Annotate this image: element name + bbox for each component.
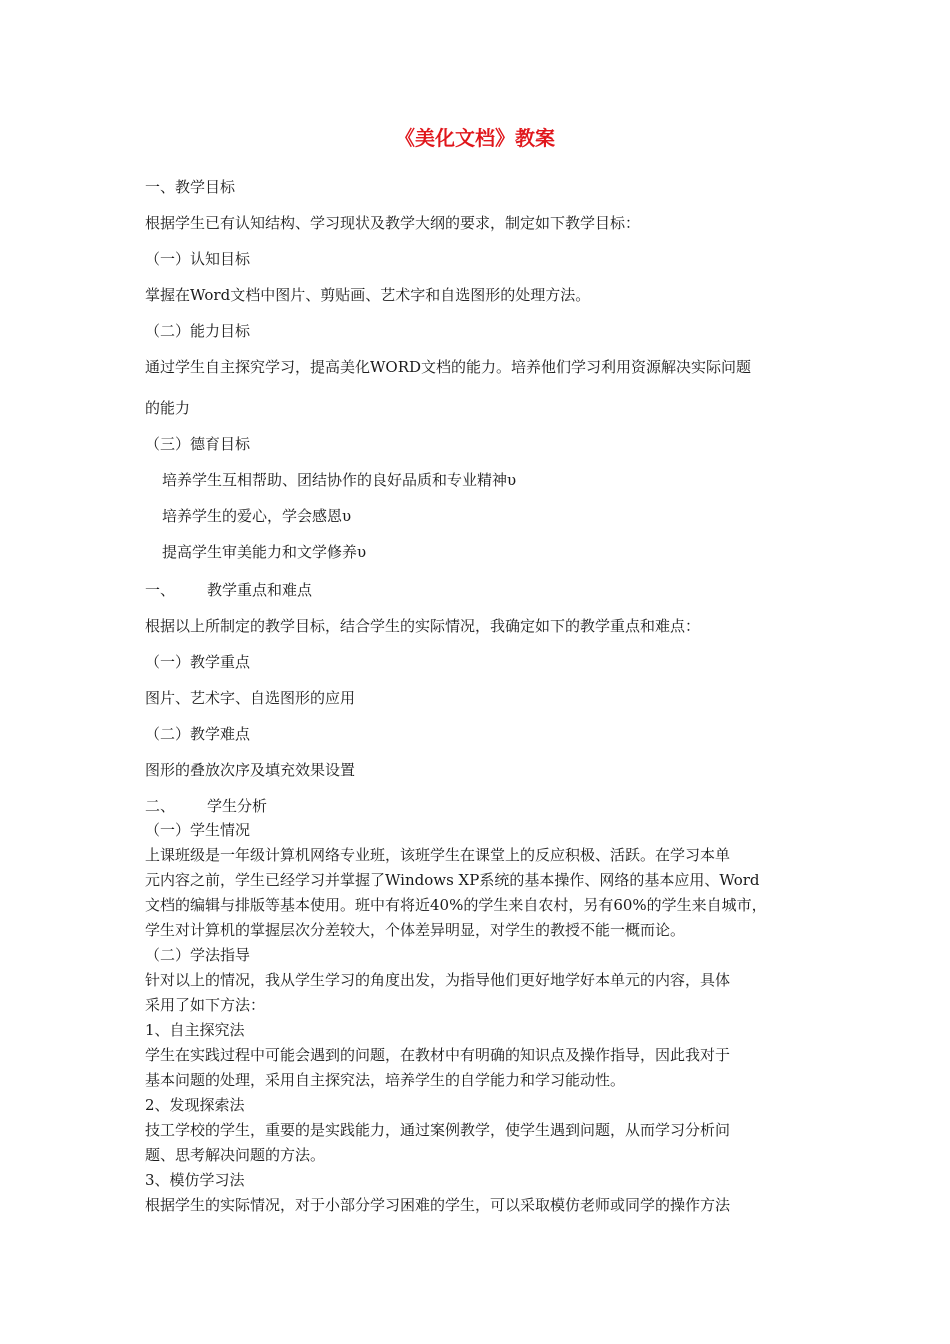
section-heading-objectives: 一、教学目标 <box>145 178 236 196</box>
subheading-moral: （三）德育目标 <box>145 435 251 453</box>
subheading-student-situation: （一）学生情况 <box>145 821 251 839</box>
method-3-line: 根据学生的实际情况，对于小部分学习困难的学生，可以采取模仿老师或同学的操作方法 <box>145 1196 731 1214</box>
section-number: 二、 <box>145 797 176 815</box>
moral-item: 培养学生互相帮助、团结协作的良好品质和专业精神υ <box>162 471 517 489</box>
subheading-cognitive: （一）认知目标 <box>145 250 251 268</box>
student-situation-line: 文档的编辑与排版等基本使用。班中有将近40%的学生来自农村，另有60%的学生来自城市， <box>145 896 767 914</box>
method-1-line: 基本问题的处理，采用自主探究法，培养学生的自学能力和学习能动性。 <box>145 1071 626 1089</box>
student-situation-line: 上课班级是一年级计算机网络专业班，该班学生在课堂上的反应积极、活跃。在学习本单 <box>145 846 731 864</box>
objectives-intro: 根据学生已有认知结构、学习现状及教学大纲的要求，制定如下教学目标： <box>145 214 641 232</box>
subheading-ability: （二）能力目标 <box>145 322 251 340</box>
key-points-intro: 根据以上所制定的教学目标，结合学生的实际情况，我确定如下的教学重点和难点： <box>145 617 701 635</box>
section-title: 教学重点和难点 <box>207 581 313 599</box>
difficulty-text: 图形的叠放次序及填充效果设置 <box>145 761 356 779</box>
student-situation-line: 学生对计算机的掌握层次分差较大，个体差异明显，对学生的教授不能一概而论。 <box>145 921 686 939</box>
key-point-text: 图片、艺术字、自选图形的应用 <box>145 689 356 707</box>
ability-text-line-2: 的能力 <box>145 399 191 417</box>
cognitive-text: 掌握在Word文档中图片、剪贴画、艺术字和自选图形的处理方法。 <box>145 286 591 304</box>
learning-guide-line: 采用了如下方法： <box>145 996 266 1014</box>
section-heading-key-points <box>145 579 312 601</box>
student-situation-line: 元内容之前，学生已经学习并掌握了Windows XP系统的基本操作、网络的基本应用、Word <box>145 871 760 889</box>
moral-item: 提高学生审美能力和文学修养υ <box>162 543 367 561</box>
method-1-line: 学生在实践过程中可能会遇到的问题，在教材中有明确的知识点及操作指导，因此我对于 <box>145 1046 731 1064</box>
section-number: 一、 <box>145 581 176 599</box>
method-heading-1: 1、自主探究法 <box>145 1021 245 1039</box>
method-2-line: 技工学校的学生，重要的是实践能力，通过案例教学，使学生遇到问题，从而学习分析问 <box>145 1121 731 1139</box>
subheading-learning-guide: （二）学法指导 <box>145 946 251 964</box>
method-heading-2: 2、发现探索法 <box>145 1096 245 1114</box>
learning-guide-line: 针对以上的情况，我从学生学习的角度出发，为指导他们更好地学好本单元的内容，具体 <box>145 971 731 989</box>
method-2-line: 题、思考解决问题的方法。 <box>145 1146 326 1164</box>
method-heading-3: 3、模仿学习法 <box>145 1171 245 1189</box>
document-title: 《美化文档》教案 <box>395 126 555 150</box>
ability-text-line-1: 通过学生自主探究学习，提高美化WORD文档的能力。培养他们学习利用资源解决实际问题 <box>145 358 752 376</box>
subheading-difficulty: （二）教学难点 <box>145 725 251 743</box>
moral-item: 培养学生的爱心，学会感恩υ <box>162 507 352 525</box>
section-title: 学生分析 <box>207 797 268 815</box>
subheading-key-point: （一）教学重点 <box>145 653 251 671</box>
section-heading-students <box>145 795 267 817</box>
